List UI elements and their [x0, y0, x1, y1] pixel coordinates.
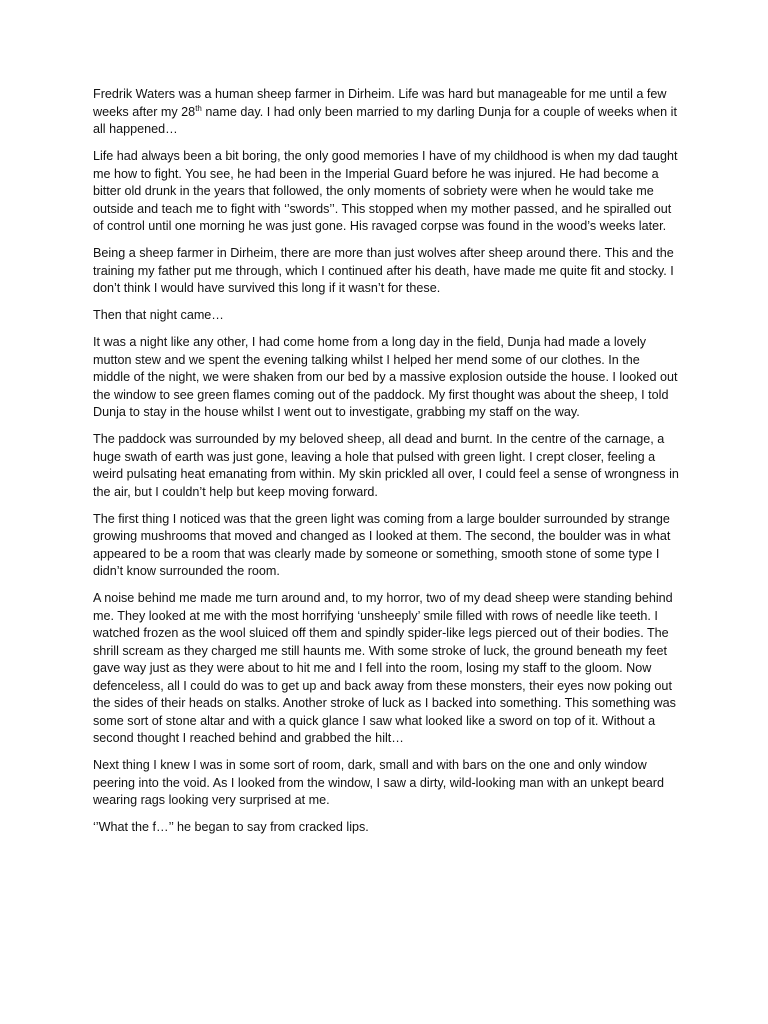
paragraph-3: Being a sheep farmer in Dirheim, there are more than just wolves after sheep around there. This and the training my father put me through, which I continued after his death, have made me quite fit and stocky. I don’t think I would have survived this long if it wasn’t for these.	[93, 246, 674, 295]
ordinal-superscript: th	[195, 103, 202, 113]
paragraph-5: It was a night like any other, I had come home from a long day in the field, Dunja had made a lovely mutton stew and we spent the evening talking whilst I helped her mend some of our clothes. In the middle of the night, we were shaken from our bed by a massive explosion outside the house. I looked out the window to see green flames coming out of the paddock. My first thought was about the sheep, I told Dunja to stay in the house whilst I went out to investigate, grabbing my staff on the way.	[93, 335, 678, 419]
paragraph-4: Then that night came…	[93, 308, 224, 322]
paragraph-7: The first thing I noticed was that the green light was coming from a large boulder surrounded by strange growing mushrooms that moved and changed as I looked at them. The second, the boulder was in what appeared to be a room that was clearly made by someone or something, smooth stone of some type I didn’t know surrounded the room.	[93, 511, 671, 578]
paragraph-2: Life had always been a bit boring, the only good memories I have of my childhood is when my dad taught me how to fight. You see, he had been in the Imperial Guard before he was injured. He had become a bitter old drunk in the years that followed, the only moments of sobriety were when he would take me outside and teach me to fight with ‘’swords’’. This stopped when my mother passed, and he spiralled out of control until one morning he was just gone. His ravaged corpse was found in the wood’s weeks later.	[93, 149, 678, 233]
paragraph-1-text-b: name day. I had only been married to my darling Dunja for a couple of weeks when it all happened…	[93, 104, 677, 136]
document-body	[93, 86, 679, 846]
paragraph-1-text-a: Fredrik Waters was a human sheep farmer in Dirheim. Life was hard but manageable for me until a few weeks after my 28	[93, 87, 667, 119]
paragraph-6: The paddock was surrounded by my beloved sheep, all dead and burnt. In the centre of the carnage, a huge swath of earth was just gone, leaving a hole that pulsed with green light. I crept closer, feeling a weird pulsating heat emanating from within. My skin prickled all over, I could feel a sense of wrongness in the air, but I couldn’t help but keep moving forward.	[93, 432, 679, 499]
paragraph-8: A noise behind me made me turn around and, to my horror, two of my dead sheep were standing behind me. They looked at me with the most horrifying ‘unsheeply’ smile filled with rows of needle like teeth. I watched frozen as the wool sluiced off them and spindly spider-like legs pierced out of their bodies. The shrill scream as they charged me still haunts me. With some stroke of luck, the ground beneath my feet gave way just as they were about to hit me and I fell into the room, losing my staff to the gloom. Now defenceless, all I could do was to get up and back away from these monsters, their eyes now poking out the sides of their heads on stalks. Another stroke of luck as I backed into something. This something was some sort of stone altar and with a quick glance I saw what looked like a sword on top of it. Without a second thought I reached behind and grabbed the hilt…	[93, 591, 676, 745]
paragraph-9: Next thing I knew I was in some sort of room, dark, small and with bars on the one and only window peering into the void. As I looked from the window, I saw a dirty, wild-looking man with an unkept beard wearing rags looking very surprised at me.	[93, 758, 664, 807]
paragraph-1	[93, 86, 679, 139]
paragraph-10: ‘’What the f…’’ he began to say from cracked lips.	[93, 820, 369, 834]
